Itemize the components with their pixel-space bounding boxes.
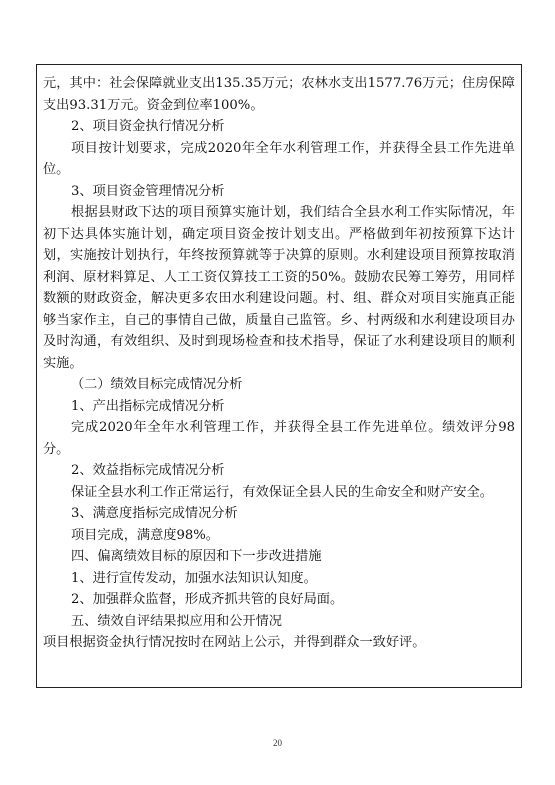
- paragraph-funding-breakdown: 元，其中：社会保障就业支出135.35万元；农林水支出1577.76万元；住房保障支出93.31万元。资金到位率100%。: [43, 76, 515, 113]
- document-body: [43, 73, 515, 654]
- measure-item-2: 2、加强群众监督，形成齐抓共管的良好局面。: [71, 592, 344, 607]
- heading-results-application: 五、绩效自评结果拟应用和公开情况: [71, 613, 282, 629]
- heading-output-indicators: 1、产出指标完成情况分析: [71, 398, 225, 414]
- paragraph-benefit-indicators: 保证全县水利工作正常运行，有效保证全县人民的生命安全和财产安全。: [71, 484, 493, 500]
- page-number: 20: [273, 738, 282, 748]
- measure-item-1: 1、进行宣传发动，加强水法知识认知度。: [71, 570, 317, 586]
- heading-benefit-indicators: 2、效益指标完成情况分析: [71, 463, 225, 478]
- heading-satisfaction-indicators: 3、满意度指标完成情况分析: [71, 506, 238, 521]
- paragraph-fund-execution: 项目按计划要求，完成2020年全年水利管理工作，并获得全县工作先进单位。: [43, 140, 515, 177]
- heading-fund-management: 3、项目资金管理情况分析: [71, 183, 225, 199]
- heading-fund-execution: 2、项目资金执行情况分析: [71, 119, 225, 134]
- heading-performance-goals: （二）绩效目标完成情况分析: [71, 377, 243, 392]
- paragraph-results-application: 项目根据资金执行情况按时在网站上公示，并得到群众一致好评。: [43, 635, 426, 650]
- content-table-cell: [36, 64, 522, 688]
- paragraph-output-indicators: 完成2020年全年水利管理工作，并获得全县工作先进单位。绩效评分98分。: [43, 420, 515, 457]
- heading-deviation-reasons: 四、偏离绩效目标的原因和下一步改进措施: [71, 549, 322, 564]
- paragraph-fund-management: 根据县财政下达的项目预算实施计划，我们结合全县水利工作实际情况，年初下达具体实施计划，确定项目资金按计划支出。严格做到年初按预算下达计划，实施按计划执行，年终按预算就等于决算的原则。水利建设项目预算按取消利润、原材料算足、人工工资仅算技工工资的50%。鼓励农民筹工筹劳，用同样数额的财政资金，解决更多农田水利建设问题。村、组、群众对项目实施真正能够当家作主，自己的事情自己做，质量自己监管。乡、村两级和水利建设项目办及时沟通，有效组织、及时到现场检查和技术指导，保证了水利建设项目的顺利实施。: [43, 205, 515, 371]
- paragraph-satisfaction: 项目完成，满意度98%。: [71, 527, 219, 543]
